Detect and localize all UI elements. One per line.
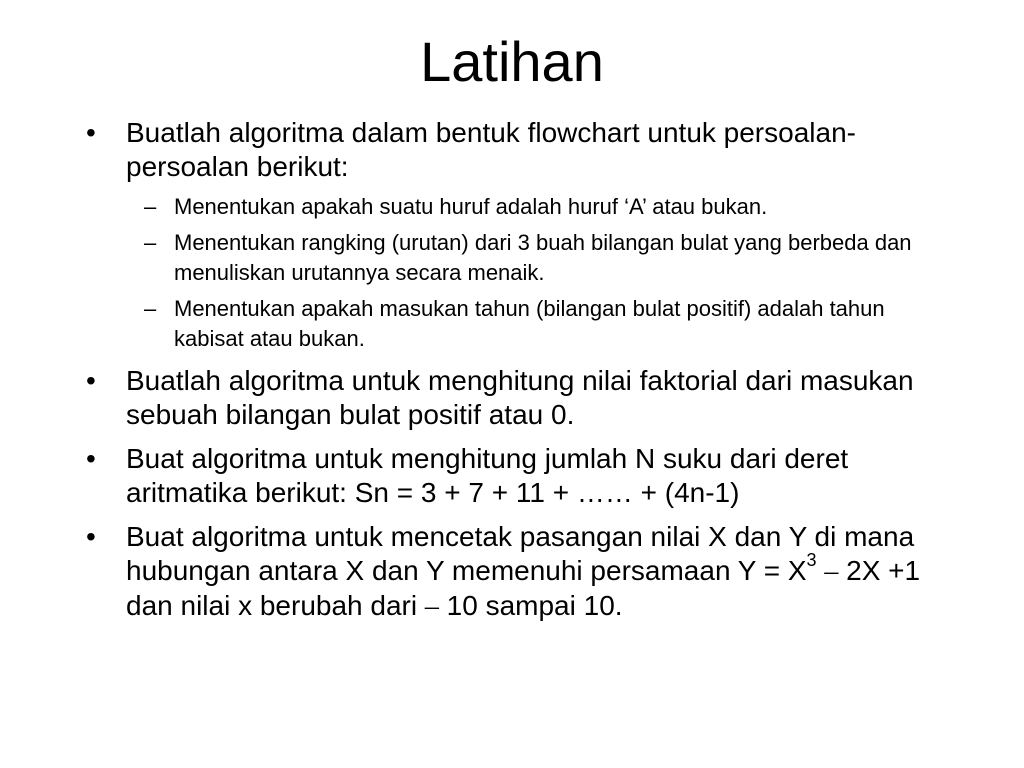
slide-title: Latihan: [420, 30, 604, 93]
bullet-icon: •: [86, 521, 96, 552]
bullet-text-part1: Buat algoritma untuk mencetak pasangan nilai X dan Y di mana hubungan antara X dan Y memenuhi persamaan Y = X: [126, 521, 915, 586]
bullet-item-1: [86, 116, 946, 354]
sub-item-1: [132, 192, 946, 222]
bullet-item-4: [86, 520, 946, 624]
bullet-icon: •: [86, 117, 96, 148]
sub-item-3: [132, 294, 946, 354]
sub-item-text: Menentukan apakah suatu huruf adalah huruf ‘A’ atau bukan.: [174, 194, 768, 219]
bullet-text-part2: 2X +1 dan nilai x berubah dari: [126, 555, 921, 621]
bullet-item-3: [86, 442, 946, 510]
bullet-item-2: [86, 364, 946, 432]
bullet-text-part3: 10 sampai 10.: [446, 590, 623, 621]
superscript-exponent: 3: [806, 549, 817, 570]
bullet-icon: •: [86, 443, 96, 474]
sub-item-text: Menentukan apakah masukan tahun (bilangan bulat positif) adalah tahun kabisat atau bukan.: [174, 296, 885, 351]
dash-icon: –: [144, 194, 157, 219]
dash-icon: –: [144, 296, 157, 321]
sub-item-text: Menentukan rangking (urutan) dari 3 buah bilangan bulat yang berbeda dan menuliskan urutannya secara menaik.: [174, 230, 912, 285]
sub-list: [132, 192, 946, 354]
minus-sign: –: [424, 591, 439, 622]
minus-sign: –: [824, 556, 839, 587]
dash-icon: –: [144, 230, 157, 255]
slide-content: [86, 116, 946, 634]
bullet-text: Buatlah algoritma dalam bentuk flowchart untuk persoalan-persoalan berikut:: [126, 117, 856, 182]
bullet-text: Buatlah algoritma untuk menghitung nilai faktorial dari masukan sebuah bilangan bulat positif atau 0.: [126, 365, 914, 430]
bullet-text: Buat algoritma untuk menghitung jumlah N suku dari deret aritmatika berikut: Sn = 3 + 7 + 11 + …… + (4n-1): [126, 443, 849, 508]
bullet-icon: •: [86, 365, 96, 396]
sub-item-2: [132, 228, 946, 288]
